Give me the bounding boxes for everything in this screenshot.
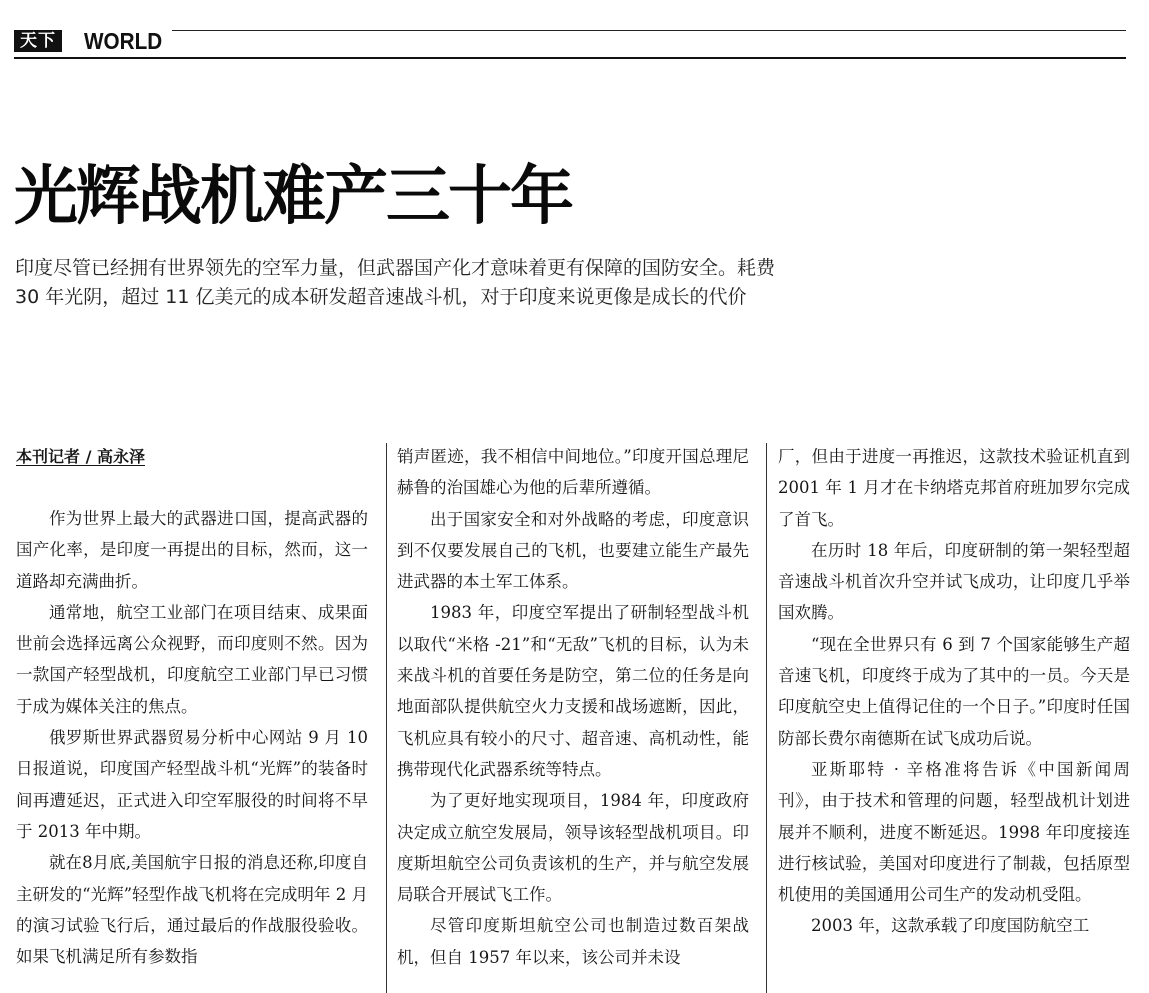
section-word: WORLD xyxy=(84,28,163,54)
lead-line: 印度尽管已经拥有世界领先的空军力量，但武器国产化才意味着更有保障的国防安全。耗费 xyxy=(15,257,776,279)
paragraph: 1983 年，印度空军提出了研制轻型战斗机以取代“米格 -21”和“无敌”飞机的目标，认为未来战斗机的首要任务是防空，第二位的任务是向地面部队提供航空火力支援和战场遮断，因此，飞机应具有较小的尺寸、超音速、高机动性，能携带现代化武器系统等特点。 xyxy=(397,603,749,779)
article-column-2 xyxy=(397,441,749,993)
paragraph: 俄罗斯世界武器贸易分析中心网站 9 月 10 日报道说，印度国产轻型战斗机“光辉”的装备时间再遭延迟，正式进入印空军服役的时间将不早于 2013 年中期。 xyxy=(16,728,368,841)
paragraph: 作为世界上最大的武器进口国，提高武器的国产化率，是印度一再提出的目标，然而，这一道路却充满曲折。 xyxy=(16,509,368,591)
column-divider xyxy=(766,443,767,993)
paragraph: 亚斯耶特 · 辛格准将告诉《中国新闻周刊》，由于技术和管理的问题，轻型战机计划进展并不顺利，进度不断延迟。1998 年印度接连进行核试验，美国对印度进行了制裁，包括原型机使用的美国通用公司生产的发动机受阻。 xyxy=(778,759,1130,905)
lead-line: 30 年光阴，超过 11 亿美元的成本研发超音速战斗机，对于印度来说更像是成长的代价 xyxy=(15,286,747,308)
header-rule-bottom xyxy=(14,57,1126,59)
column-divider xyxy=(386,443,387,993)
paragraph: 就在8月底,美国航宇日报的消息还称,印度自主研发的“光辉”轻型作战飞机将在完成明年 2 月的演习试验飞行后，通过最后的作战服役验收。如果飞机满足所有参数指 xyxy=(16,853,368,967)
byline: 本刊记者 / 高永泽 xyxy=(16,447,145,466)
paragraph: 出于国家安全和对外战略的考虑，印度意识到不仅要发展自己的飞机，也要建立能生产最先进武器的本土军工体系。 xyxy=(397,509,749,592)
paragraph: 尽管印度斯坦航空公司也制造过数百架战机，但自 1957 年以来，该公司并未设 xyxy=(397,916,749,967)
article-column-3 xyxy=(778,441,1130,993)
article-lead xyxy=(15,254,945,312)
paragraph: 在历时 18 年后，印度研制的第一架轻型超音速战斗机首次升空并试飞成功，让印度几乎举国欢腾。 xyxy=(778,540,1130,623)
article-column-1 xyxy=(16,441,368,993)
section-header xyxy=(14,28,1126,60)
paragraph: 销声匿迹，我不相信中间地位。”印度开国总理尼赫鲁的治国雄心为他的后辈所遵循。 xyxy=(397,447,749,498)
section-tag: 天下 xyxy=(14,30,62,52)
paragraph: 厂，但由于进度一再推迟，这款技术验证机直到 2001 年 1 月才在卡纳塔克邦首府班加罗尔完成了首飞。 xyxy=(778,447,1130,529)
paragraph: 为了更好地实现项目，1984 年，印度政府决定成立航空发展局，领导该轻型战机项目。印度斯坦航空公司负责该机的生产，并与航空发展局联合开展试飞工作。 xyxy=(397,791,749,905)
paragraph: “现在全世界只有 6 到 7 个国家能够生产超音速飞机，印度终于成为了其中的一员。今天是印度航空史上值得记住的一个日子。”印度时任国防部长费尔南德斯在试飞成功后说。 xyxy=(778,634,1130,748)
paragraph: 通常地，航空工业部门在项目结束、成果面世前会选择远离公众视野，而印度则不然。因为一款国产轻型战机，印度航空工业部门早已习惯于成为媒体关注的焦点。 xyxy=(16,602,368,716)
article-title: 光辉战机难产三十年 xyxy=(14,159,572,234)
paragraph: 2003 年，这款承载了印度国防航空工 xyxy=(811,916,1090,936)
header-rule-top xyxy=(172,30,1126,31)
